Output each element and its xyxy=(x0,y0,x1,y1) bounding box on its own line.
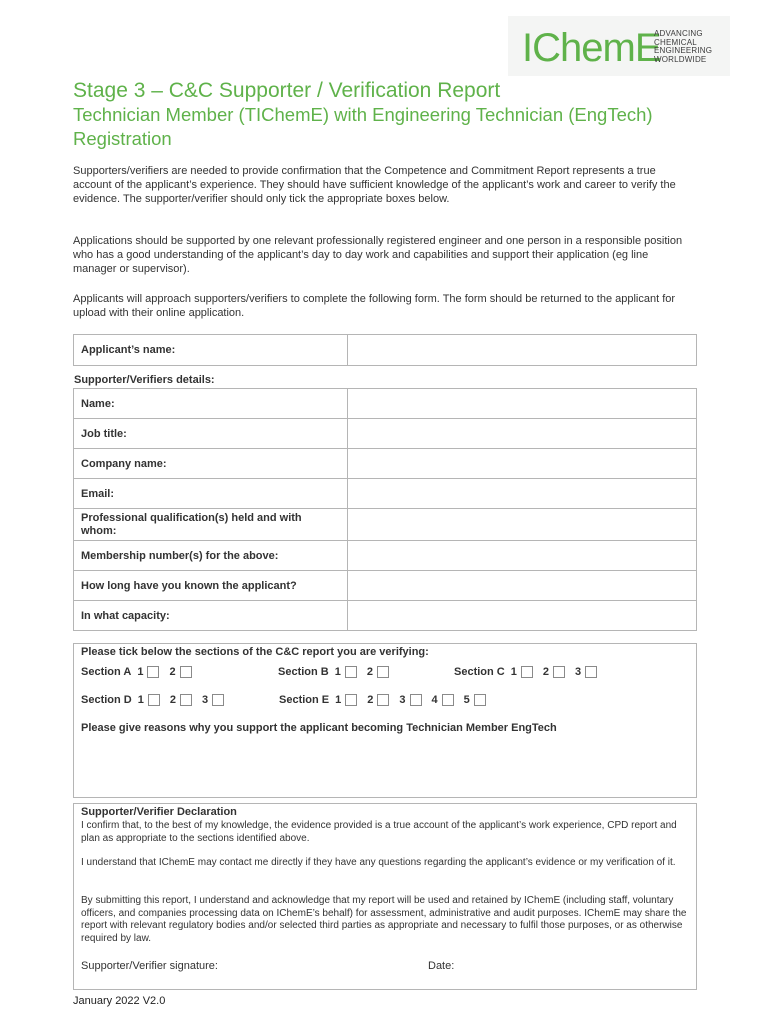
company-name-field[interactable] xyxy=(348,449,697,479)
declaration-heading: Supporter/Verifier Declaration xyxy=(81,806,237,818)
tagline-line: CHEMICAL xyxy=(654,37,697,47)
checkbox-number: 4 xyxy=(431,694,438,706)
section-d-group xyxy=(81,694,234,706)
logo-wordmark: IChemE xyxy=(522,26,661,70)
declaration-box xyxy=(73,803,697,990)
table-row xyxy=(74,389,697,419)
checkbox-number: 1 xyxy=(137,666,144,678)
section-a-2-checkbox[interactable] xyxy=(180,666,192,678)
tagline-line: ADVANCING xyxy=(654,29,703,38)
reasons-label: Please give reasons why you support the applicant becoming Technician Member EngTech xyxy=(81,722,557,734)
table-row xyxy=(74,509,697,541)
intro-paragraph: Supporters/verifiers are needed to provide confirmation that the Competence and Commitment Report represents a true account of the applicant’s experience. They should have sufficient knowledge of the applicant’s work and career to verify the evidence. The supporter/verifier should only tick the appropriate boxes below. xyxy=(73,165,676,205)
field-label: In what capacity: xyxy=(74,601,348,631)
section-e-group xyxy=(279,694,496,706)
declaration-paragraph: I understand that IChemE may contact me directly if they have any questions regarding the applicant’s evidence or my verification of it. xyxy=(81,857,676,868)
checkbox-number: 2 xyxy=(367,694,374,706)
section-b-1-checkbox[interactable] xyxy=(345,666,357,678)
checkbox-number: 1 xyxy=(137,694,144,706)
section-c-2-checkbox[interactable] xyxy=(553,666,565,678)
section-c-3-checkbox[interactable] xyxy=(585,666,597,678)
checkbox-number: 3 xyxy=(399,694,406,706)
name-field[interactable] xyxy=(348,389,697,419)
intro-paragraph: Applicants will approach supporters/verifiers to complete the following form. The form should be returned to the applicant for upload with their online application. xyxy=(73,293,676,319)
field-label: Company name: xyxy=(74,449,348,479)
checkbox-number: 2 xyxy=(169,694,176,706)
footer-version: January 2022 V2.0 xyxy=(73,995,166,1007)
page-subtitle: Technician Member (TIChemE) with Engineering Technician (EngTech) Registration xyxy=(73,104,653,149)
section-label: Section B xyxy=(278,666,329,678)
declaration-paragraph: By submitting this report, I understand and acknowledge that my report will be used and retained by IChemE (including staff, voluntary officers, and companies processing data on IChemE’s behalf) for assessment, administrative and audit purposes. IChemE may share the report with relevant regulatory bodies and/or selected third parties as appropriate and necessary to fulfil those purposes, or as otherwise required by law. xyxy=(81,895,687,944)
section-e-2-checkbox[interactable] xyxy=(377,694,389,706)
field-label: Professional qualification(s) held and with whom: xyxy=(74,509,348,541)
table-row xyxy=(74,541,697,571)
applicant-name-label: Applicant’s name: xyxy=(74,335,348,366)
table-row xyxy=(74,449,697,479)
declaration-paragraph: I confirm that, to the best of my knowledge, the evidence provided is a true account of the applicant’s work experience, CPD report and plan as appropriate to the sections identified above. xyxy=(81,820,677,844)
icheme-logo xyxy=(508,16,730,76)
page-title: Stage 3 – C&C Supporter / Verification Report xyxy=(73,79,501,102)
tagline-line: ENGINEERING xyxy=(654,46,713,55)
section-e-1-checkbox[interactable] xyxy=(345,694,357,706)
sections-heading: Please tick below the sections of the C&C report you are verifying: xyxy=(81,646,429,658)
field-label: How long have you known the applicant? xyxy=(74,571,348,601)
checkbox-number: 2 xyxy=(366,666,373,678)
supporter-details-heading: Supporter/Verifiers details: xyxy=(74,374,215,386)
section-label: Section E xyxy=(279,694,330,706)
checkbox-number: 2 xyxy=(542,666,549,678)
section-d-2-checkbox[interactable] xyxy=(180,694,192,706)
capacity-field[interactable] xyxy=(348,601,697,631)
supporter-details-table xyxy=(73,388,697,631)
table-row xyxy=(74,571,697,601)
field-label: Name: xyxy=(74,389,348,419)
applicant-name-field[interactable] xyxy=(348,335,697,366)
section-a-group xyxy=(81,666,202,678)
checkbox-number: 2 xyxy=(169,666,176,678)
checkbox-number: 1 xyxy=(510,666,517,678)
section-d-3-checkbox[interactable] xyxy=(212,694,224,706)
section-c-group xyxy=(454,666,607,678)
checkbox-number: 5 xyxy=(463,694,470,706)
checkbox-number: 1 xyxy=(335,694,342,706)
section-b-2-checkbox[interactable] xyxy=(377,666,389,678)
tagline-line: WORLDWIDE xyxy=(654,54,707,64)
section-e-5-checkbox[interactable] xyxy=(474,694,486,706)
section-b-group xyxy=(278,666,399,678)
section-e-4-checkbox[interactable] xyxy=(442,694,454,706)
job-title-field[interactable] xyxy=(348,419,697,449)
table-row xyxy=(74,479,697,509)
section-label: Section D xyxy=(81,694,132,706)
section-label: Section A xyxy=(81,666,132,678)
sections-box xyxy=(73,643,697,798)
qualifications-field[interactable] xyxy=(348,509,697,541)
field-label: Email: xyxy=(74,479,348,509)
section-a-1-checkbox[interactable] xyxy=(147,666,159,678)
section-c-1-checkbox[interactable] xyxy=(521,666,533,678)
table-row xyxy=(74,335,697,366)
section-label: Section C xyxy=(454,666,505,678)
checkbox-number: 3 xyxy=(574,666,582,678)
logo-tagline xyxy=(654,30,726,64)
section-d-1-checkbox[interactable] xyxy=(148,694,160,706)
membership-number-field[interactable] xyxy=(348,541,697,571)
checkbox-number: 3 xyxy=(201,694,209,706)
signature-label: Supporter/Verifier signature: xyxy=(81,960,218,972)
intro-paragraph: Applications should be supported by one relevant professionally registered engineer and one person in a responsible position who has a good understanding of the applicant’s day to day work and capabilities and support their application (eg line manager or supervisor). xyxy=(73,235,683,275)
known-duration-field[interactable] xyxy=(348,571,697,601)
checkbox-number: 1 xyxy=(334,666,341,678)
date-label: Date: xyxy=(428,960,455,972)
table-row xyxy=(74,601,697,631)
applicant-table xyxy=(73,334,697,366)
field-label: Job title: xyxy=(74,419,348,449)
table-row xyxy=(74,419,697,449)
email-field[interactable] xyxy=(348,479,697,509)
field-label: Membership number(s) for the above: xyxy=(74,541,348,571)
section-e-3-checkbox[interactable] xyxy=(410,694,422,706)
